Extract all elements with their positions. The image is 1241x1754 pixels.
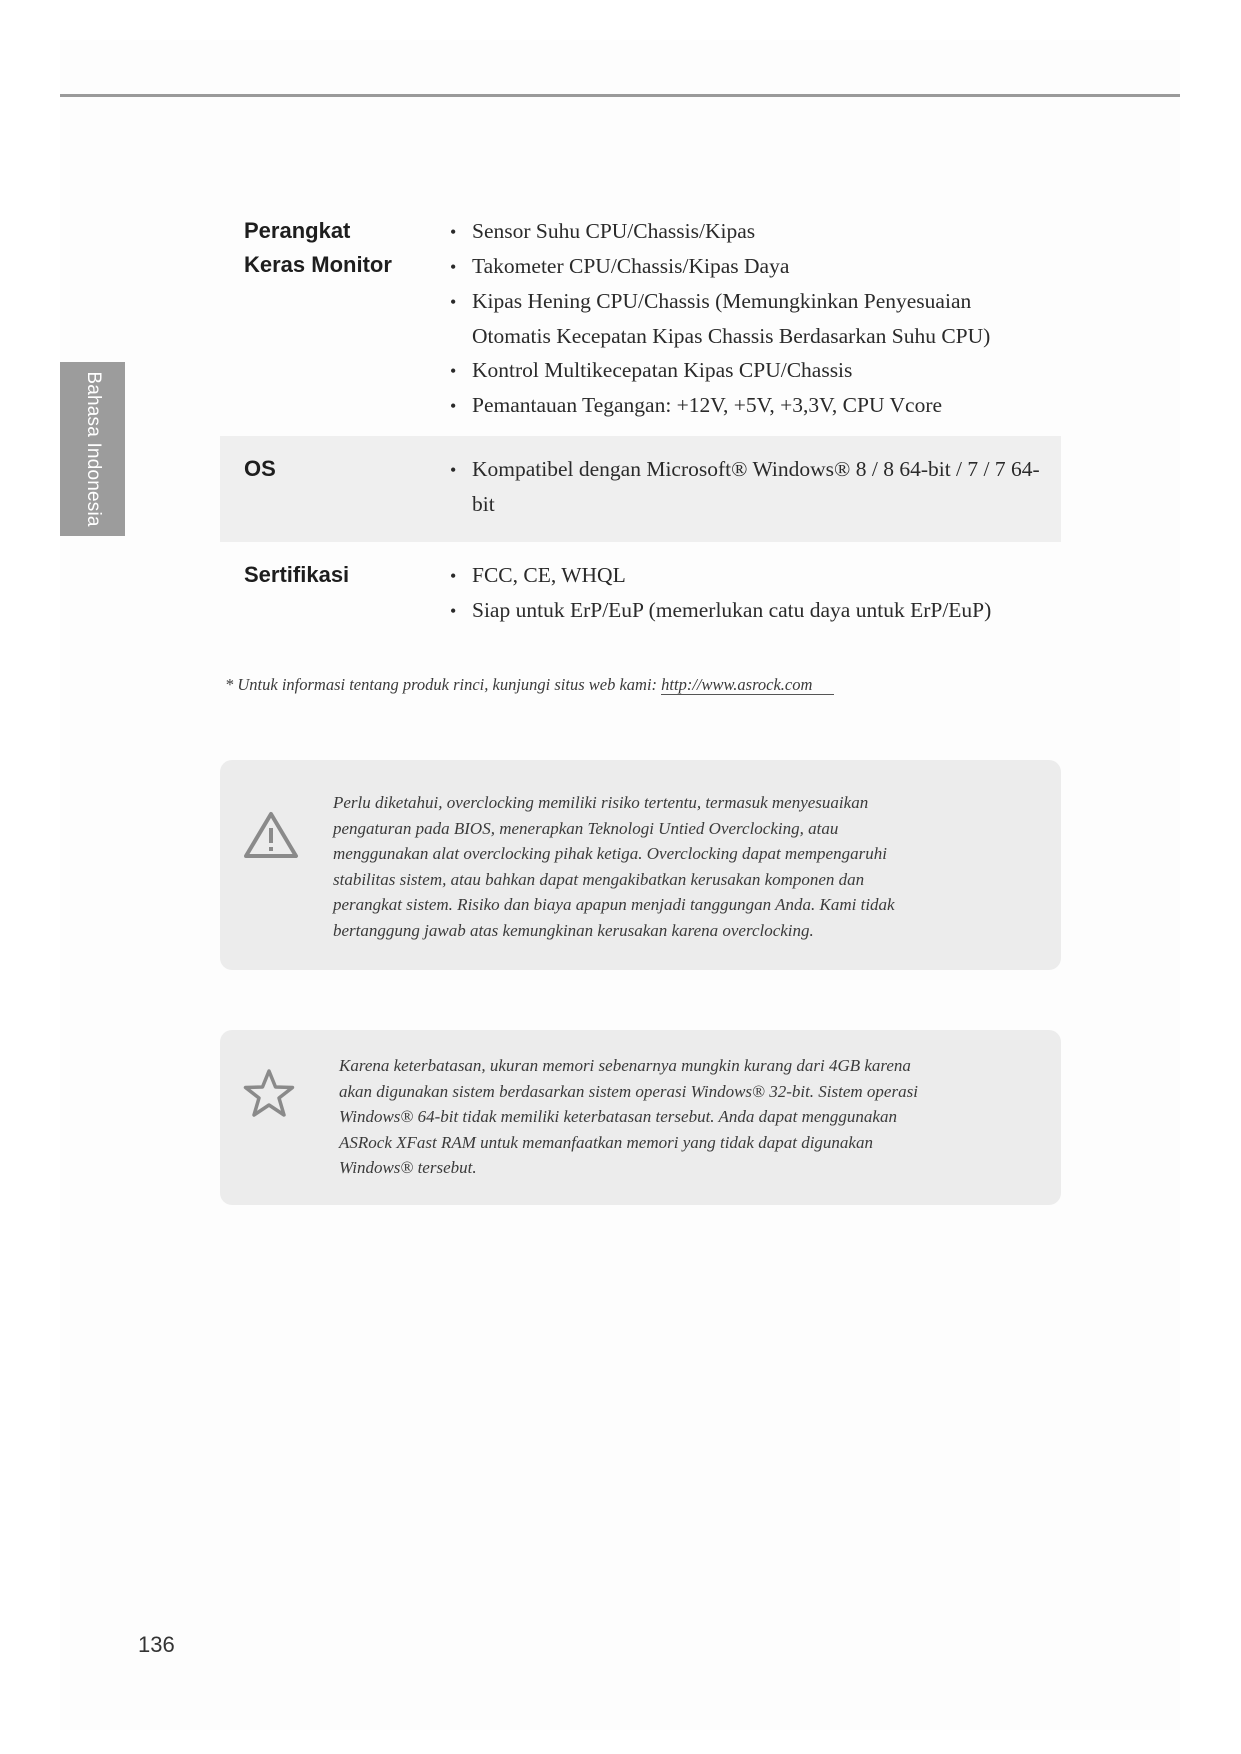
- website-link[interactable]: http://www.asrock.com: [661, 675, 834, 695]
- spec-row-certification: [220, 544, 1061, 630]
- spec-label-line: Keras Monitor: [244, 252, 392, 277]
- spec-label: [244, 558, 349, 592]
- footnote: [225, 675, 834, 695]
- spec-item: • Kontrol Multikecepatan Kipas CPU/Chassis: [436, 353, 1051, 388]
- spec-item-list: [436, 558, 1051, 628]
- spec-item: • FCC, CE, WHQL: [436, 558, 1051, 593]
- spec-row-hardware-monitor: [220, 212, 1061, 434]
- bullet-icon: •: [450, 566, 457, 586]
- bullet-icon: •: [450, 460, 457, 480]
- footnote-text: * Untuk informasi tentang produk rinci, kunjungi situs web kami:: [225, 675, 662, 694]
- spec-item: • Sensor Suhu CPU/Chassis/Kipas: [436, 214, 1051, 249]
- memory-note-box: [220, 1030, 1061, 1205]
- warning-text: Perlu diketahui, overclocking memiliki risiko tertentu, termasuk menyesuaikan pengaturan pada BIOS, menerapkan Teknologi Untied Overclocking, atau menggunakan alat overclocking pihak ketiga. Overclocking dapat mempengaruhi stabilitas sistem, atau bahkan dapat mengakibatkan kerusakan komponen dan perangkat sistem. Risiko dan biaya apapun menjadi tanggungan Anda. Kami tidak bertanggung jawab atas kemungkinan kerusakan karena overclocking.: [333, 793, 895, 940]
- bullet-icon: •: [450, 257, 457, 277]
- bullet-icon: •: [450, 601, 457, 621]
- spec-item-list: [436, 452, 1051, 521]
- spec-row-os: [220, 436, 1061, 542]
- bullet-icon: •: [450, 222, 457, 242]
- page-number: 136: [138, 1632, 175, 1657]
- header-rule: [60, 94, 1180, 97]
- memory-note-text: Karena keterbatasan, ukuran memori sebenarnya mungkin kurang dari 4GB karena akan digunakan sistem berdasarkan sistem operasi Windows® 32-bit. Sistem operasi Windows® 64-bit tidak memiliki keterbatasan tersebut. Anda dapat menggunakan ASRock XFast RAM untuk memanfaatkan memori yang tidak dapat digunakan Windows® tersebut.: [339, 1056, 918, 1177]
- spec-item: • Kompatibel dengan Microsoft® Windows® 8 / 8 64-bit / 7 / 7 64-bit: [436, 452, 1051, 521]
- bullet-icon: •: [450, 292, 457, 312]
- overclocking-warning-box: [220, 760, 1061, 970]
- spec-label-line: OS: [244, 456, 276, 481]
- spec-item: • Pemantauan Tegangan: +12V, +5V, +3,3V, CPU Vcore: [436, 388, 1051, 423]
- star-icon: [242, 1068, 296, 1120]
- language-side-tab: [60, 362, 125, 536]
- spec-label: [244, 214, 392, 282]
- spec-label: [244, 452, 276, 486]
- spec-item-list: [436, 214, 1051, 423]
- bullet-icon: •: [450, 361, 457, 381]
- warning-icon: [242, 810, 300, 860]
- spec-item: • Takometer CPU/Chassis/Kipas Daya: [436, 249, 1051, 284]
- side-tab-label: Bahasa Indonesia: [82, 371, 104, 527]
- spec-label-line: Sertifikasi: [244, 562, 350, 587]
- spec-item: • Siap untuk ErP/EuP (memerlukan catu daya untuk ErP/EuP): [436, 593, 1051, 628]
- spec-item: • Kipas Hening CPU/Chassis (Memungkinkan Penyesuaian Otomatis Kecepatan Kipas Chassis Berdasarkan Suhu CPU): [436, 284, 1051, 353]
- bullet-icon: •: [450, 396, 457, 416]
- spec-label-line: Perangkat: [244, 218, 351, 243]
